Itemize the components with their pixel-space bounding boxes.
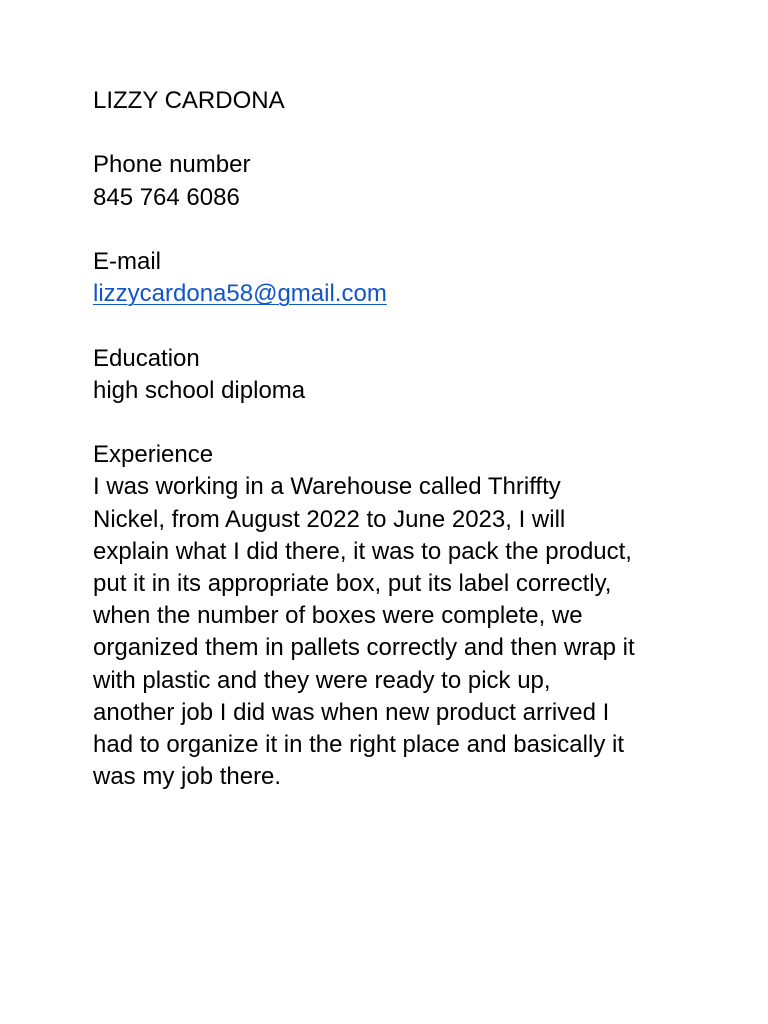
resume-document <box>93 85 693 793</box>
spacer <box>93 117 693 149</box>
experience-label: Experience <box>93 441 214 469</box>
applicant-name: LIZZY CARDONA <box>93 87 285 114</box>
experience-line: when the number of boxes were complete, we <box>93 602 583 630</box>
experience-line: explain what I did there, it was to pack the product, <box>93 537 632 565</box>
email-label: E-mail <box>93 247 162 275</box>
spacer <box>93 407 693 439</box>
spacer <box>93 310 693 342</box>
experience-line: I was working in a Warehouse called Thriffty <box>93 473 561 501</box>
experience-line: had to organize it in the right place and basically it <box>93 731 624 758</box>
phone-label: Phone number <box>93 151 251 179</box>
education-value: high school diploma <box>93 376 306 404</box>
spacer <box>93 214 693 246</box>
email-link[interactable]: lizzycardona58@gmail.com <box>93 280 387 308</box>
phone-value: 845 764 6086 <box>93 183 240 211</box>
email-line <box>93 278 693 310</box>
experience-line: another job I did was when new product arrived I <box>93 698 610 726</box>
education-label: Education <box>93 344 200 372</box>
experience-line: put it in its appropriate box, put its label correctly, <box>93 569 612 597</box>
experience-line: with plastic and they were ready to pick up, <box>93 666 551 694</box>
experience-paragraph <box>93 471 693 793</box>
experience-line: organized them in pallets correctly and then wrap it <box>93 634 635 662</box>
experience-line: was my job there. <box>93 763 282 791</box>
experience-line: Nickel, from August 2022 to June 2023, I will <box>93 505 566 533</box>
